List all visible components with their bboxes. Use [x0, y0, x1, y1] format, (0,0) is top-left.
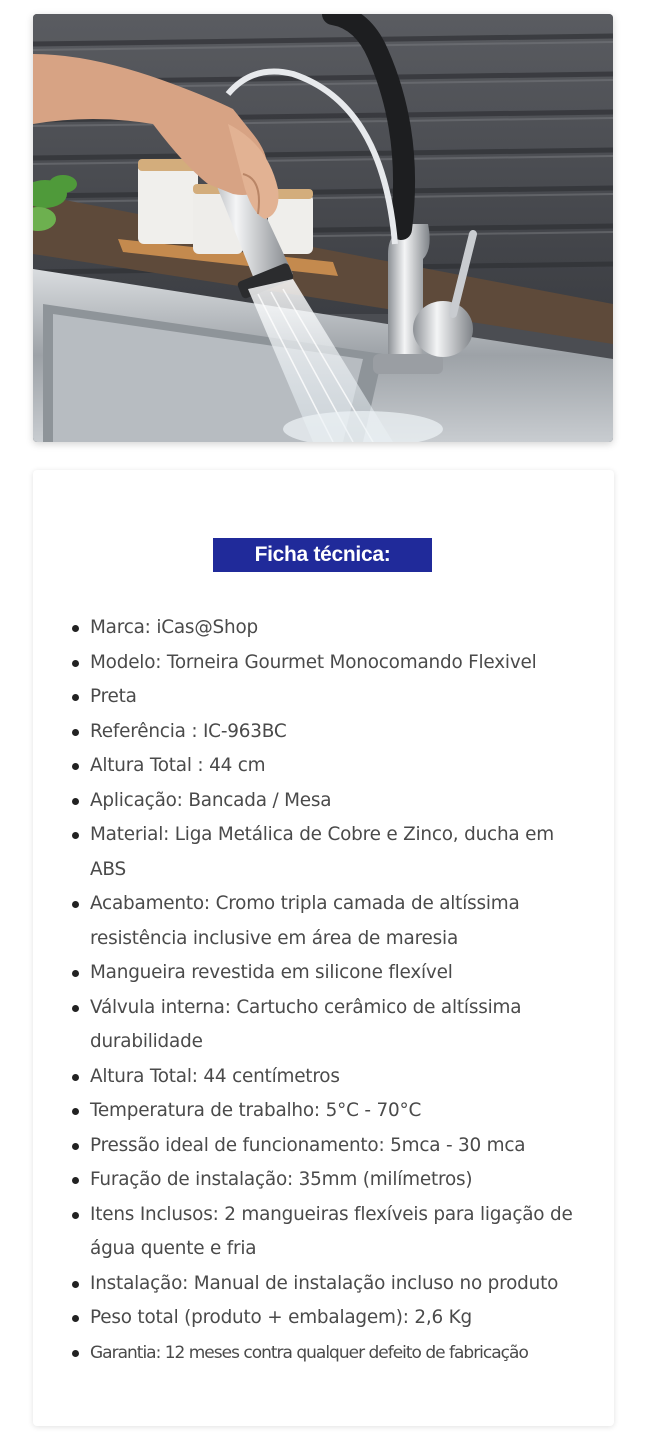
spec-item-material: Material: Liga Metálica de Cobre e Zinco, ducha em ABS: [71, 818, 591, 887]
spec-item-application: Aplicação: Bancada / Mesa: [71, 784, 591, 819]
spec-item-valve: Válvula interna: Cartucho cerâmico de altíssima durabilidade: [71, 991, 591, 1060]
spec-list: [71, 611, 591, 1370]
spec-item-drilling: Furação de instalação: 35mm (milímetros): [71, 1163, 591, 1198]
spec-item-pressure: Pressão ideal de funcionamento: 5mca - 30 mca: [71, 1129, 591, 1164]
faucet-image: [33, 14, 613, 442]
spec-title: Ficha técnica:: [213, 538, 432, 572]
spec-item-hose: Mangueira revestida em silicone flexível: [71, 956, 591, 991]
spec-item-finish: Acabamento: Cromo tripla camada de altíssima resistência inclusive em área de maresia: [71, 887, 591, 956]
spec-item-weight: Peso total (produto + embalagem): 2,6 Kg: [71, 1301, 591, 1336]
spec-item-color: Preta: [71, 680, 591, 715]
product-photo: [33, 14, 613, 442]
spec-item-included: Itens Inclusos: 2 mangueiras flexíveis para ligação de água quente e fria: [71, 1198, 591, 1267]
spec-item-installation: Instalação: Manual de instalação incluso no produto: [71, 1267, 591, 1302]
spec-item-brand: Marca: iCas@Shop: [71, 611, 591, 646]
spec-item-total-height: Altura Total: 44 centímetros: [71, 1060, 591, 1095]
spec-item-height: Altura Total : 44 cm: [71, 749, 591, 784]
spec-item-warranty: Garantia: 12 meses contra qualquer defeito de fabricação: [71, 1336, 591, 1371]
spec-card: [33, 470, 614, 1426]
spec-item-model: Modelo: Torneira Gourmet Monocomando Flexivel: [71, 646, 591, 681]
spec-item-reference: Referência : IC-963BC: [71, 715, 591, 750]
spec-item-temperature: Temperatura de trabalho: 5°C - 70°C: [71, 1094, 591, 1129]
